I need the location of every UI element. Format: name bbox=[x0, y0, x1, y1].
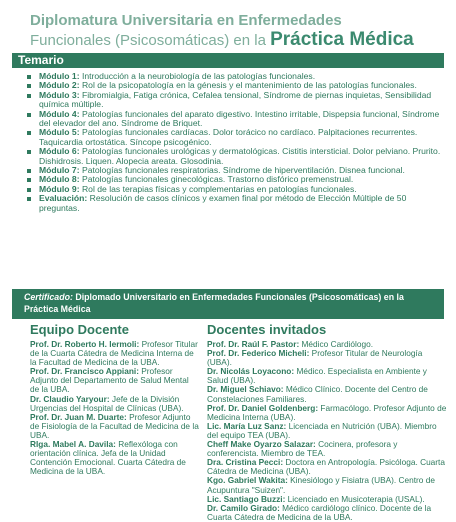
page-title-line1: Diplomatura Universitaria en Enfermedades bbox=[30, 12, 342, 29]
page-title-line2 bbox=[30, 30, 450, 51]
list-item bbox=[207, 349, 447, 367]
guest-desc: Médico. Especialista en Ambiente y Salud (UBA). bbox=[207, 366, 427, 386]
guest-name: Prof. Dr. Raúl F. Pastor: bbox=[207, 339, 300, 349]
temario-header-bar bbox=[12, 53, 444, 68]
certificado-bar bbox=[12, 289, 444, 319]
guest-name: Kgo. Gabriel Wakita: bbox=[207, 475, 288, 486]
staff-name: Prof. Dr. Francisco Appiani: bbox=[30, 366, 139, 377]
staff-name: Dr. Claudio Yaryour: bbox=[30, 393, 110, 404]
certificado-value: Diplomado Universitario en Enfermedades Funcionales (Psicosomáticas) en la Práctica Médica bbox=[24, 292, 404, 314]
guest-name: Dr. Camilo Girado: bbox=[207, 502, 280, 513]
list-item bbox=[24, 128, 444, 147]
list-item bbox=[30, 367, 200, 394]
module-text: Introducción a la neurobiología de las patologías funcionales. bbox=[79, 71, 316, 81]
staff-desc: Profesor Titular de la Cuarta Cátedra de Medicina Interna de la Facultad de Medicina de la UBA. bbox=[30, 339, 198, 368]
module-text: Rol de las terapias físicas y complementarias en patologías funcionales. bbox=[79, 183, 357, 194]
guest-desc: Médico Clínico. Docente del Centro de Constelaciones Familiares. bbox=[207, 384, 428, 404]
guest-name: Dr. Nicolás Loyacono: bbox=[207, 366, 295, 377]
guest-desc: Médico cardiólogo clínico. Docente de la Cuarta Cátedra de Medicina de la UBA. bbox=[207, 502, 432, 522]
module-label: Módulo 2: bbox=[39, 80, 80, 91]
list-item bbox=[30, 413, 200, 440]
staff-desc: Profesor Adjunto de Fisiología de la Facultad de Medicina de la UBA. bbox=[30, 411, 199, 440]
equipo-docente-title: Equipo Docente bbox=[30, 322, 129, 337]
module-text: Patologías funcionales cardíacas. Dolor torácico no cardíaco. Palpitaciones recurrentes. Taquicardia ortostática. Síncope psicogénico. bbox=[39, 127, 418, 147]
guest-name: Prof. Dr. Federico Micheli: bbox=[207, 348, 310, 359]
list-item bbox=[30, 340, 200, 367]
list-item bbox=[207, 476, 447, 494]
staff-name: Prof. Dr. Juan M. Duarte: bbox=[30, 411, 127, 422]
list-item bbox=[207, 440, 447, 458]
list-item bbox=[30, 440, 200, 476]
module-text: Rol de la psicopatología en la génesis y el mantenimiento de las patologías funcionales. bbox=[79, 80, 417, 91]
staff-desc: Reflexóloga con orientación clínica. Jefa de la Unidad Contención Emocional. Cuarta Cátedra de Medicina de la UBA. bbox=[30, 439, 186, 477]
guest-desc: Doctora en Antropología. Psicóloga. Cuarta Cátedra de Medicina (UBA). bbox=[207, 457, 445, 477]
list-item bbox=[207, 367, 447, 385]
guest-desc: Médico Cardiólogo. bbox=[299, 339, 374, 349]
module-label: Módulo 6: bbox=[39, 146, 80, 157]
equipo-docente-column bbox=[30, 322, 200, 476]
module-label: Módulo 5: bbox=[39, 127, 80, 138]
module-text: Fibromialgia, Fatiga crónica, Cefalea tensional, Síndrome de piernas inquietas, Sensibilidad química múltiple. bbox=[39, 89, 432, 110]
certificado-label: Certificado: bbox=[24, 292, 73, 302]
list-item bbox=[207, 422, 447, 440]
guest-desc: Licenciada en Nutrición (UBA). Miembro del equipo TEA (UBA). bbox=[207, 420, 437, 440]
guest-name: Dr. Miguel Schiavo: bbox=[207, 384, 284, 395]
module-text: Patologías funcionales ginecológicas. Trastorno disfórico premenstrual. bbox=[79, 174, 354, 185]
guest-name: Lic. María Luz Sanz: bbox=[207, 420, 287, 431]
guest-desc: Cocinera, profesora y conferencista. Miembro de TEA. bbox=[207, 439, 398, 459]
module-label: Módulo 1: bbox=[39, 71, 80, 81]
staff-desc: Jefe de la División Urgencias del Hospital de Clínicas (UBA). bbox=[30, 393, 184, 413]
module-text: Patologías funcionales respiratorias. Síndrome de hiperventilación. Disnea funcional. bbox=[79, 165, 405, 176]
list-item bbox=[24, 91, 444, 110]
module-label: Módulo 3: bbox=[39, 89, 80, 100]
page-title-accent: Práctica Médica bbox=[270, 29, 414, 50]
module-label: Módulo 9: bbox=[39, 183, 80, 194]
module-label: Módulo 7: bbox=[39, 165, 80, 176]
guest-desc: Licenciado en Musicoterapia (USAL). bbox=[285, 493, 425, 504]
module-text: Resolución de casos clínicos y examen final por método de Elección Múltiple de 50 preguntas. bbox=[39, 193, 407, 213]
certificado-text bbox=[24, 292, 434, 315]
list-item bbox=[30, 395, 200, 413]
guest-name: Prof. Dr. Daniel Goldenberg: bbox=[207, 402, 319, 413]
staff-desc: Profesor Adjunto del Departamento de Salud Mental de la UBA. bbox=[30, 366, 189, 395]
module-label: Módulo 4: bbox=[39, 108, 80, 119]
temario-title: Temario bbox=[18, 53, 64, 67]
list-item bbox=[207, 504, 447, 522]
module-text: Patologías funcionales del aparato digestivo. Intestino irritable, Dispepsia funcional, Síndrome del elevador del ano. Síndrome de Briquet. bbox=[39, 108, 440, 129]
page-header bbox=[30, 12, 450, 51]
docentes-invitados-title: Docentes invitados bbox=[207, 322, 327, 337]
module-label: Evaluación: bbox=[39, 193, 88, 204]
guest-desc: Kinesiólogo y Fisiatra (UBA). Centro de Acupuntura "Suizen". bbox=[207, 475, 435, 495]
list-item bbox=[24, 194, 444, 213]
staff-name: Rlga. Mabel A. Davila: bbox=[30, 439, 116, 450]
docentes-invitados-column bbox=[207, 322, 447, 522]
staff-name: Prof. Dr. Roberto H. Iermoli: bbox=[30, 339, 140, 349]
module-list bbox=[24, 72, 444, 213]
list-item bbox=[207, 458, 447, 476]
list-item bbox=[24, 110, 444, 129]
page-title-plain: Funcionales (Psicosomáticas) en la bbox=[30, 32, 271, 49]
guest-name: Cheff Make Oyarzo Salazar: bbox=[207, 439, 316, 450]
list-item bbox=[207, 404, 447, 422]
list-item bbox=[207, 385, 447, 403]
guest-name: Lic. Santiago Buzzi: bbox=[207, 493, 286, 504]
list-item bbox=[24, 147, 444, 166]
module-label: Módulo 8: bbox=[39, 174, 80, 185]
guest-desc: Profesor Titular de Neurología (UBA). bbox=[207, 348, 423, 368]
guest-name: Dra. Cristina Pecci: bbox=[207, 457, 284, 468]
guest-desc: Farmacólogo. Profesor Adjunto de Medicina Interna (UBA). bbox=[207, 402, 447, 422]
module-text: Patologías funcionales urológicas y dermatológicas. Cistitis intersticial. Dolor pelviano. Prurito. Dishidrosis. Liquen. Alopecia areata. Glosodinia. bbox=[39, 146, 441, 166]
